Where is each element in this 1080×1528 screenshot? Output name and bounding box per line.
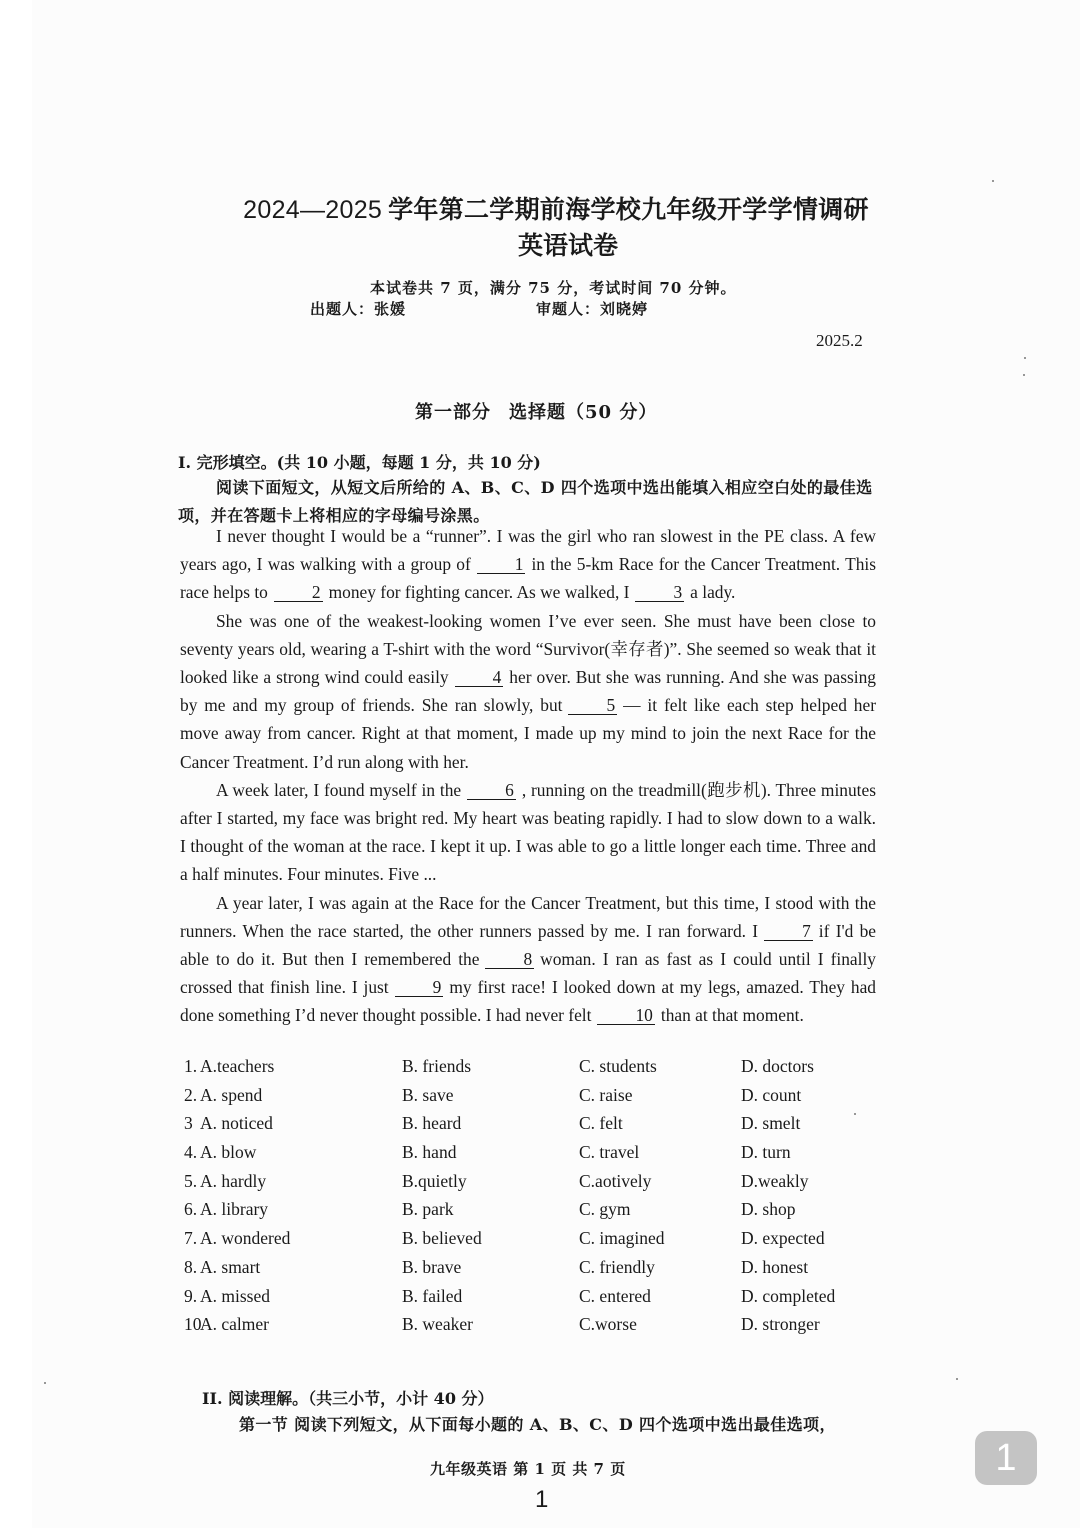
scan-speck xyxy=(1023,374,1025,376)
question-number: 2. xyxy=(184,1084,198,1105)
option-c: C. gym xyxy=(579,1199,631,1220)
cloze-blank: 7 xyxy=(764,922,813,941)
option-a: A. spend xyxy=(200,1084,263,1105)
reading-section-one-instructions: 第一节 阅读下列短文，从下面每小题的 A、B、C、D 四个选项中选出最佳选项， xyxy=(239,1415,836,1434)
option-d: D. expected xyxy=(741,1228,825,1249)
option-a: A. library xyxy=(200,1199,269,1220)
cloze-blank: 2 xyxy=(274,583,323,602)
option-c: C. imagined xyxy=(579,1228,665,1249)
question-number: 7. xyxy=(184,1228,198,1249)
option-c: C. friendly xyxy=(579,1256,655,1277)
passage-text: woman. I ran as fast as I could until I finally crossed that finish line. I just xyxy=(180,949,876,998)
cloze-question-row xyxy=(182,1314,882,1343)
option-a: A. wondered xyxy=(200,1228,291,1249)
question-number: 9. xyxy=(184,1285,198,1306)
option-a: A. hardly xyxy=(200,1170,267,1191)
scan-speck xyxy=(992,180,994,182)
scan-speck xyxy=(854,1113,856,1115)
option-b: B. brave xyxy=(402,1256,462,1277)
option-d: D. completed xyxy=(741,1285,836,1306)
option-c: C.aotively xyxy=(579,1170,652,1191)
option-b: B. save xyxy=(402,1084,454,1105)
passage-text: than at that moment. xyxy=(660,1005,804,1026)
option-d: D. turn xyxy=(741,1142,791,1163)
cloze-blank: 5 xyxy=(568,696,617,715)
exam-info: 本试卷共 7 页，满分 75 分，考试时间 70 分钟。 xyxy=(370,279,737,297)
scan-speck xyxy=(1024,357,1026,359)
option-b: B. friends xyxy=(402,1056,472,1076)
cloze-instructions: 阅读下面短文，从短文后所给的 A、B、C、D 四个选项中选出能填入相应空白处的最佳选项，并在答题卡上将相应的字母编号涂黑。 xyxy=(178,478,873,525)
cloze-question-row xyxy=(182,1113,882,1142)
passage-text: her over. But she was running. And she was passing by me and my group of friends. She ran slowly, but xyxy=(180,667,876,716)
option-d: D. smelt xyxy=(741,1113,801,1134)
cloze-blank: 4 xyxy=(455,668,504,687)
option-b: B. hand xyxy=(402,1142,457,1163)
question-reviewer: 审题人：刘晓婷 xyxy=(536,300,649,318)
cloze-question-row xyxy=(182,1056,882,1085)
option-d: D.weakly xyxy=(741,1170,809,1191)
passage-text: a lady. xyxy=(690,582,736,603)
question-setter: 出题人：张媛 xyxy=(310,300,407,318)
exam-subtitle: 英语试卷 xyxy=(517,232,618,260)
option-c: C.worse xyxy=(579,1314,637,1335)
page-footer: 九年级英语 第 1 页 共 7 页 xyxy=(430,1460,626,1478)
cloze-blank: 6 xyxy=(467,781,516,800)
passage-text: She was one of the weakest-looking women I’ve ever seen. She must have been close to seventy years old, wearing a T-shirt with the word “Survivor(幸存者)”. She seemed so weak that it looked like a strong wind could easily xyxy=(180,610,876,688)
passage-text: A year later, I was again at the Race for the Cancer Treatment, but this time, I stood with the runners. When the race started, the other runners passed by me. I ran forward. I xyxy=(180,892,876,941)
option-b: B. park xyxy=(402,1199,454,1220)
passage-text: my first race! I looked down at my legs, amazed. They had done something I’d never thought possible. I had never felt xyxy=(180,977,876,1026)
option-d: D. honest xyxy=(741,1256,809,1277)
question-number: 5. xyxy=(184,1170,198,1191)
page-indicator-badge[interactable]: 1 xyxy=(975,1431,1037,1485)
option-c: C. raise xyxy=(579,1084,633,1105)
cloze-question-row xyxy=(182,1085,882,1114)
cloze-heading: I. 完形填空。(共 10 小题，每题 1 分，共 10 分) xyxy=(178,453,541,472)
question-number: 1. xyxy=(184,1056,198,1076)
cloze-blank: 9 xyxy=(395,978,444,997)
passage-text: if I'd be able to do it. But then I remembered the xyxy=(180,920,876,970)
passage-paragraph xyxy=(180,776,876,889)
passage-text: — it felt like each step helped her move away from cancer. Right at that moment, I made up my mind to join the next Race for the Cancer Treatment. I’d run along with her. xyxy=(180,695,876,772)
scan-speck xyxy=(44,1382,46,1384)
part-one-subtitle: 选择题（50 分） xyxy=(509,402,658,423)
option-c: C. entered xyxy=(579,1285,651,1306)
scan-speck xyxy=(956,1378,958,1380)
cloze-blank: 10 xyxy=(597,1006,654,1025)
cloze-question-row xyxy=(182,1142,882,1171)
question-number: 4. xyxy=(184,1142,198,1163)
cloze-blank: 3 xyxy=(635,583,684,602)
option-d: D. doctors xyxy=(741,1056,814,1076)
cloze-question-row xyxy=(182,1286,882,1315)
cloze-options-list xyxy=(182,1056,882,1343)
question-number: 6. xyxy=(184,1199,198,1220)
option-b: B. heard xyxy=(402,1113,462,1134)
passage-paragraph xyxy=(180,607,876,776)
option-a: A. noticed xyxy=(200,1113,273,1134)
exam-title-year: 2024—2025 xyxy=(243,196,383,224)
option-c: C. felt xyxy=(579,1113,623,1134)
cloze-question-row xyxy=(182,1199,882,1228)
passage-paragraph xyxy=(180,889,876,1030)
option-d: D. shop xyxy=(741,1199,796,1220)
question-number: 10 xyxy=(184,1314,202,1335)
cloze-question-row xyxy=(182,1257,882,1286)
passage-text: money for fighting cancer. As we walked, I xyxy=(328,582,630,603)
option-c: C. travel xyxy=(579,1142,640,1163)
option-d: D. stronger xyxy=(741,1314,820,1335)
cloze-question-row xyxy=(182,1171,882,1200)
option-a: A. blow xyxy=(200,1142,257,1163)
exam-date: 2025.2 xyxy=(816,331,863,350)
option-a: A. calmer xyxy=(200,1314,269,1335)
question-number: 3 xyxy=(184,1113,193,1134)
part-one-heading xyxy=(415,398,657,424)
option-b: B.quietly xyxy=(402,1170,467,1191)
option-a: A. missed xyxy=(200,1285,270,1306)
option-b: B. failed xyxy=(402,1285,463,1306)
passage-text: in the 5-km Race for the Cancer Treatment. This race helps to xyxy=(180,554,876,603)
exam-title xyxy=(24,190,1072,226)
reading-heading: II. 阅读理解。（共三小节，小计 40 分） xyxy=(202,1389,494,1408)
cloze-blank: 1 xyxy=(477,555,526,574)
passage-paragraph xyxy=(180,522,876,607)
part-one-title: 第一部分 xyxy=(415,402,491,423)
option-b: B. believed xyxy=(402,1228,482,1249)
passage-text: A week later, I found myself in the xyxy=(216,779,462,800)
option-a: A.teachers xyxy=(200,1056,275,1076)
question-number: 8. xyxy=(184,1256,198,1277)
option-b: B. weaker xyxy=(402,1314,473,1335)
document-page xyxy=(32,0,1080,1528)
exam-title-main: 学年第二学期前海学校九年级开学学情调研 xyxy=(388,196,869,224)
passage-text: I never thought I would be a “runner”. I was the girl who ran slowest in the PE class. A few years ago, I was walking with a group of xyxy=(180,526,876,575)
passage-text: , running on the treadmill(跑步机). Three minutes after I started, my face was bright red. My heart was beating rapidly. I had to slow down to a walk. I thought of the woman at the race. I kept it up. I was able to go a little longer each time. Three and a half minutes. Four minutes. Five ... xyxy=(180,779,876,885)
option-c: C. students xyxy=(579,1056,657,1076)
option-d: D. count xyxy=(741,1084,802,1105)
page-number: 1 xyxy=(535,1486,549,1513)
cloze-question-row xyxy=(182,1228,882,1257)
cloze-passage xyxy=(180,522,876,1030)
option-a: A. smart xyxy=(200,1256,261,1277)
cloze-blank: 8 xyxy=(485,950,534,969)
